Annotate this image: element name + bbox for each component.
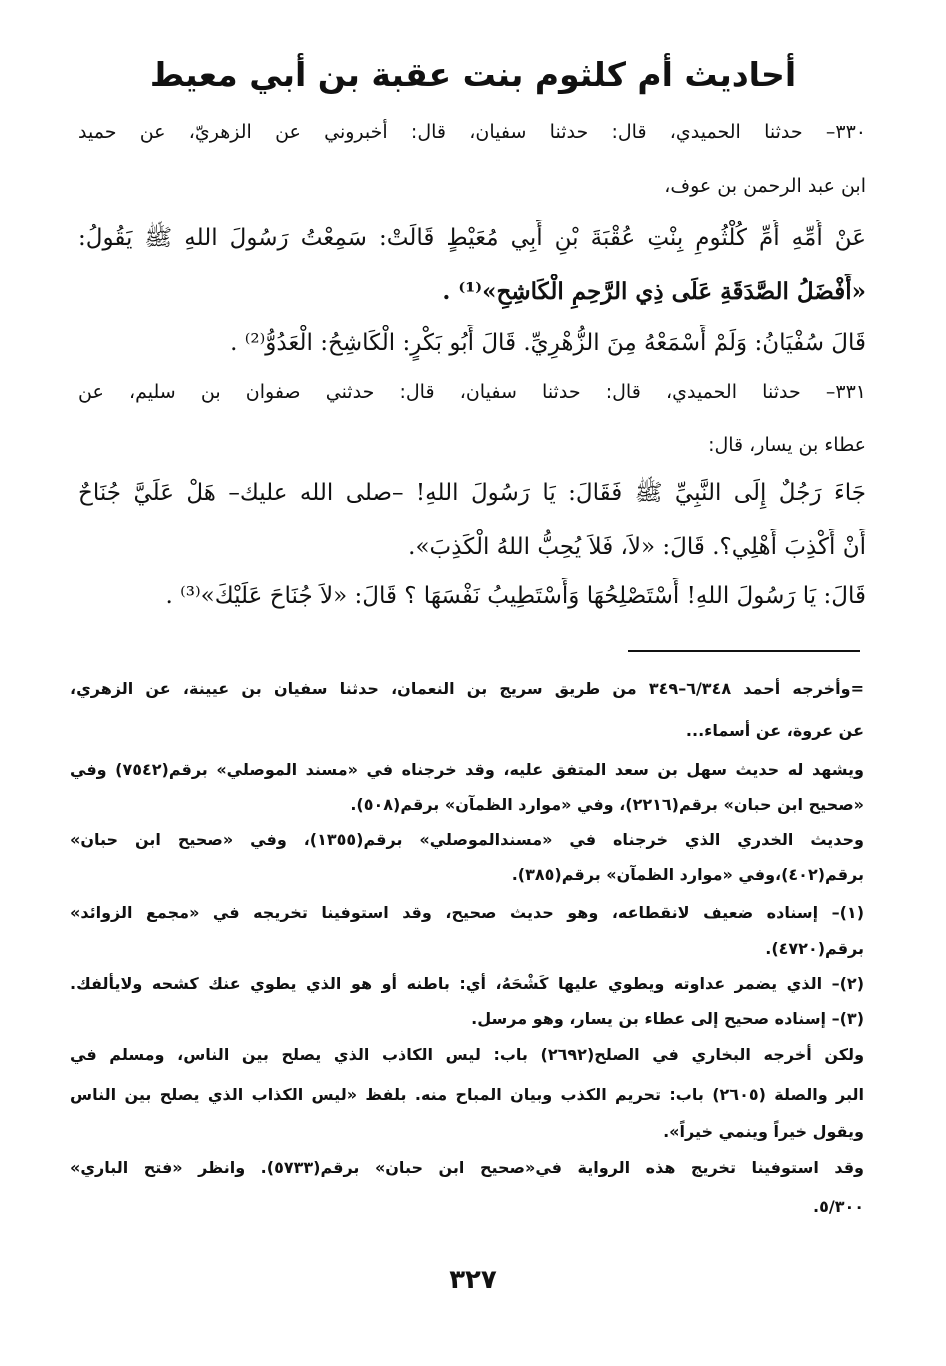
footnote-line-3: ويشهد له حديث سهل بن سعد المتفق عليه، وقد خرجناه في «مسند الموصلي» برقم(٧٥٤٢) وفي <box>70 760 864 779</box>
footnote-line-2: عن عروة، عن أسماء... <box>685 721 864 740</box>
footnote-1-line-1: (١)– إسناده ضعيف لانقطاعه، وهو حديث صحيح، وقد استوفينا تخريجه في «مجمع الزوائد» <box>70 903 864 922</box>
hadith-331-isnad-line-2: عطاء بن يسار، قال: <box>708 434 866 456</box>
footnote-3-line-2: ولكن أخرجه البخاري في الصلح(٢٦٩٢) باب: ليس الكاذب الذي يصلح بين الناس، ومسلم في <box>70 1045 864 1064</box>
hadith-331-matn-line-1: جَاءَ رَجُلٌ إِلَى النَّبِيِّ ﷺ فَقَالَ: يَا رَسُولَ اللهِ! –صلى الله عليك– هَلْ عَلَيَّ جُنَاحٌ <box>78 480 866 506</box>
section-title: أحاديث أم كلثوم بنت عقبة بن أبي معيط <box>149 55 797 94</box>
footnote-3-line-3: البر والصلة (٢٦٠٥) باب: تحريم الكذب وبيان المباح منه. بلفظ «ليس الكذاب الذي يصلح بين الناس <box>70 1085 864 1104</box>
hadith-330-isnad-line-2: ابن عبد الرحمن بن عوف، <box>664 175 866 197</box>
hadith-331-matn-line-3: قَالَ: يَا رَسُولَ اللهِ! أَسْتَصْلِحُهَا وَأَسْتَطِيبُ نَفْسَهَا ؟ قَالَ: «لاَ جُنَاحَ عَلَيْكَ»⁽³⁾ . <box>165 583 866 609</box>
hadith-331-isnad-line-1: ٣٣١– حدثنا الحميدي، قال: حدثنا سفيان، قال: حدثني صفوان بن سليم، عن <box>78 381 866 403</box>
footnote-line-5: وحديث الخدري الذي خرجناه في «مسندالموصلي» برقم(١٣٥٥)، وفي «صحيح ابن حبان» <box>70 830 864 849</box>
footnote-1-line-2: برقم(٤٧٢٠). <box>765 939 864 958</box>
footnote-3-line-6: ٥/٣٠٠. <box>813 1197 864 1216</box>
footnote-line-1: =وأخرجه أحمد ٦/٣٤٨–٣٤٩ من طريق سريج بن النعمان، حدثنا سفيان بن عيينة، عن الزهري، <box>70 679 864 698</box>
footnote-line-4: «صحيح ابن حبان» برقم(٢٢١٦)، وفي «موارد الظمآن» برقم(٥٠٨). <box>350 795 864 814</box>
footnote-divider <box>628 650 860 652</box>
hadith-330-matn-line-2: «أَفْضَلُ الصَّدَقَةِ عَلَى ذِي الرَّحِمِ الْكَاشِحِ»⁽¹⁾ . <box>442 278 866 305</box>
footnote-3-line-5: وقد استوفينا تخريج هذه الرواية في«صحيح ابن حبان» برقم(٥٧٣٣). وانظر «فتح الباري» <box>70 1158 864 1177</box>
hadith-331-matn-line-2: أَنْ أَكْذِبَ أَهْلِي؟. قَالَ: «لاَ، فَلاَ يُحِبُّ اللهُ الْكَذِبَ». <box>408 534 866 560</box>
footnote-3-line-4: ويقول خيراً وينمي خيراً». <box>663 1122 864 1141</box>
page-number: ٣٢٧ <box>449 1265 497 1295</box>
hadith-330-matn-line-1: عَنْ أُمِّهِ أُمِّ كُلْثُومِ بِنْتِ عُقْبَةَ بْنِ أَبِي مُعَيْطٍ قَالَتْ: سَمِعْتُ رَسُولَ اللهِ ﷺ يَقُولُ: <box>78 225 866 251</box>
footnote-2: (٢)– الذي يضمر عداوته ويطوي عليها كَشْحَهُ، أي: باطنه أو هو الذي يطوي عنك كشحه ولايألفك. <box>70 974 864 993</box>
footnote-3: (٣)– إسناده صحيح إلى عطاء بن يسار، وهو مرسل. <box>471 1009 864 1028</box>
hadith-330-comment: قَالَ سُفْيَانُ: وَلَمْ أَسْمَعْهُ مِنَ الزُّهْرِيِّ. قَالَ أَبُو بَكْرٍ: الْكَاشِحُ: الْعَدُوُّ⁽²⁾ . <box>230 330 866 356</box>
footnote-line-6: برقم(٤٠٢)،وفي «موارد الظمآن» برقم(٣٨٥). <box>511 865 864 884</box>
hadith-330-isnad-line-1: ٣٣٠– حدثنا الحميدي، قال: حدثنا سفيان، قال: أخبروني عن الزهريّ، عن حميد <box>78 121 866 143</box>
